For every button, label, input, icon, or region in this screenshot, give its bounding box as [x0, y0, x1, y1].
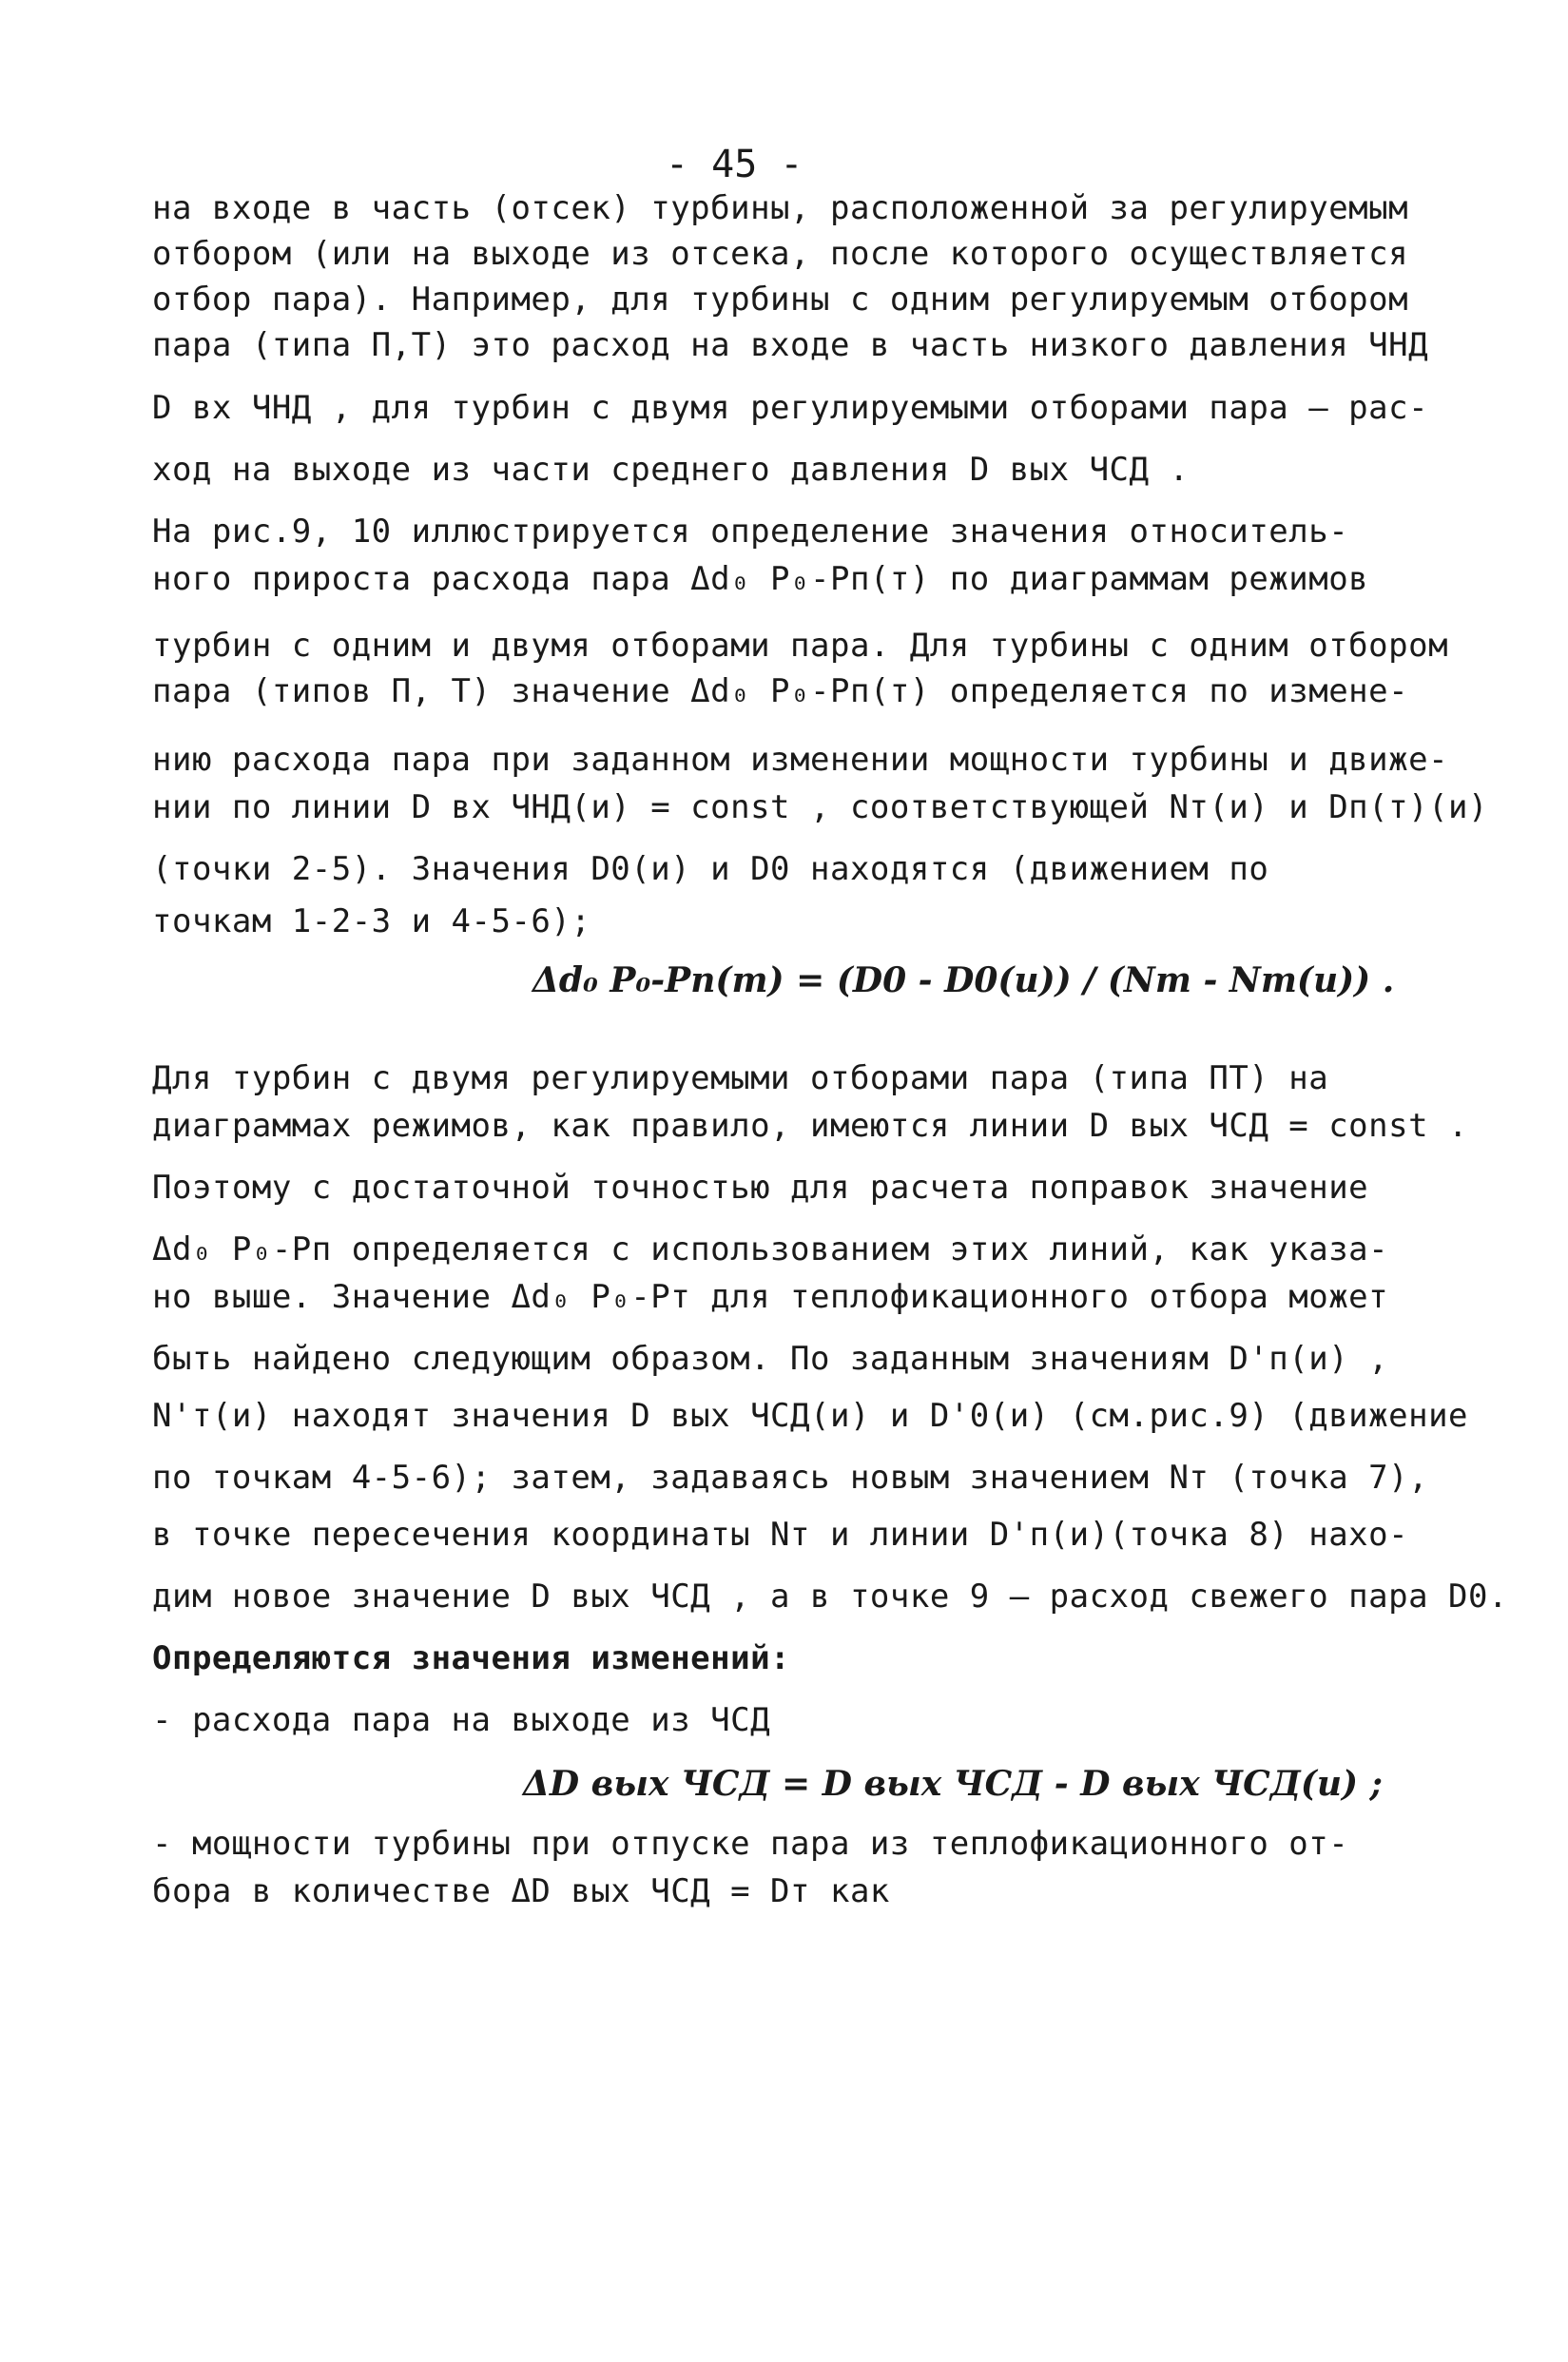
text-line-20: быть найдено следующим образом. По заданным значениям D'п(и) , — [152, 1340, 1389, 1378]
text-line-15: Для турбин с двумя регулируемыми отборами пара (типа ПТ) на — [152, 1059, 1329, 1097]
text-line-3: отбор пара). Например, для турбины с одним регулируемым отбором — [152, 281, 1409, 319]
text-line-13: (точки 2-5). Значения D0(и) и D0 находятся (движением по — [152, 850, 1269, 888]
text-line-21: N'т(и) находят значения D вых ЧСД(и) и D'0(и) (см.рис.9) (движение — [152, 1397, 1469, 1435]
text-line-17: Поэтому с достаточной точностью для расчета поправок значение — [152, 1169, 1369, 1207]
text-line-10: пара (типов П, Т) значение Δd₀ P₀-Pп(т) определяется по измене- — [152, 672, 1409, 710]
text-line-9: турбин с одним и двумя отборами пара. Для турбины с одним отбором — [152, 627, 1449, 665]
text-line-23: в точке пересечения координаты Nт и линии D'п(и)(точка 8) нахо- — [152, 1516, 1409, 1554]
text-line-2: отбором (или на выходе из отсека, после которого осуществляется — [152, 235, 1409, 273]
page-number: - 45 - — [666, 143, 803, 186]
text-line-6: ход на выходе из части среднего давления D вых ЧСД . — [152, 451, 1190, 489]
text-line-28: бора в количестве ΔD вых ЧСД = Dт как — [152, 1872, 890, 1910]
text-line-4: пара (типа П,Т) это расход на входе в часть низкого давления ЧНД — [152, 326, 1429, 364]
text-line-24: дим новое значение D вых ЧСД , а в точке 9 – расход свежего пара D0. — [152, 1578, 1508, 1616]
text-line-19: но выше. Значение Δd₀ P₀-Pт для теплофикационного отбора может — [152, 1278, 1389, 1316]
text-line-7: На рис.9, 10 иллюстрируется определение значения относитель- — [152, 513, 1349, 551]
text-line-18: Δd₀ P₀-Pп определяется с использованием этих линий, как указа- — [152, 1230, 1389, 1268]
text-line-11: нию расхода пара при заданном изменении мощности турбины и движе- — [152, 741, 1449, 779]
text-line-5: D вх ЧНД , для турбин с двумя регулируемыми отборами пара – рас- — [152, 389, 1429, 427]
text-line-25: Определяются значения изменений: — [152, 1639, 791, 1677]
text-line-14: точкам 1-2-3 и 4-5-6); — [152, 902, 591, 940]
text-line-1: на входе в часть (отсек) турбины, расположенной за регулируемым — [152, 189, 1409, 227]
text-line-26: - расхода пара на выходе из ЧСД — [152, 1701, 771, 1739]
text-line-22: по точкам 4-5-6); затем, задаваясь новым значением Nт (точка 7), — [152, 1459, 1429, 1497]
text-line-27: - мощности турбины при отпуске пара из теплофикационного от- — [152, 1825, 1349, 1863]
text-line-12: нии по линии D вх ЧНД(и) = const , соответствующей Nт(и) и Dп(т)(и) — [152, 788, 1488, 826]
text-line-16: диаграммах режимов, как правило, имеются линии D вых ЧСД = const . — [152, 1107, 1469, 1145]
formula-steam-flow-change: ΔD вых ЧСД = D вых ЧСД - D вых ЧСД(и) ; — [523, 1764, 1383, 1804]
text-line-8: ного прироста расхода пара Δd₀ P₀-Pп(т) по диаграммам режимов — [152, 560, 1369, 598]
formula-relative-increment: Δd₀ P₀-Pп(т) = (D0 - D0(и)) / (Nт - Nт(и)) . — [532, 960, 1395, 1000]
